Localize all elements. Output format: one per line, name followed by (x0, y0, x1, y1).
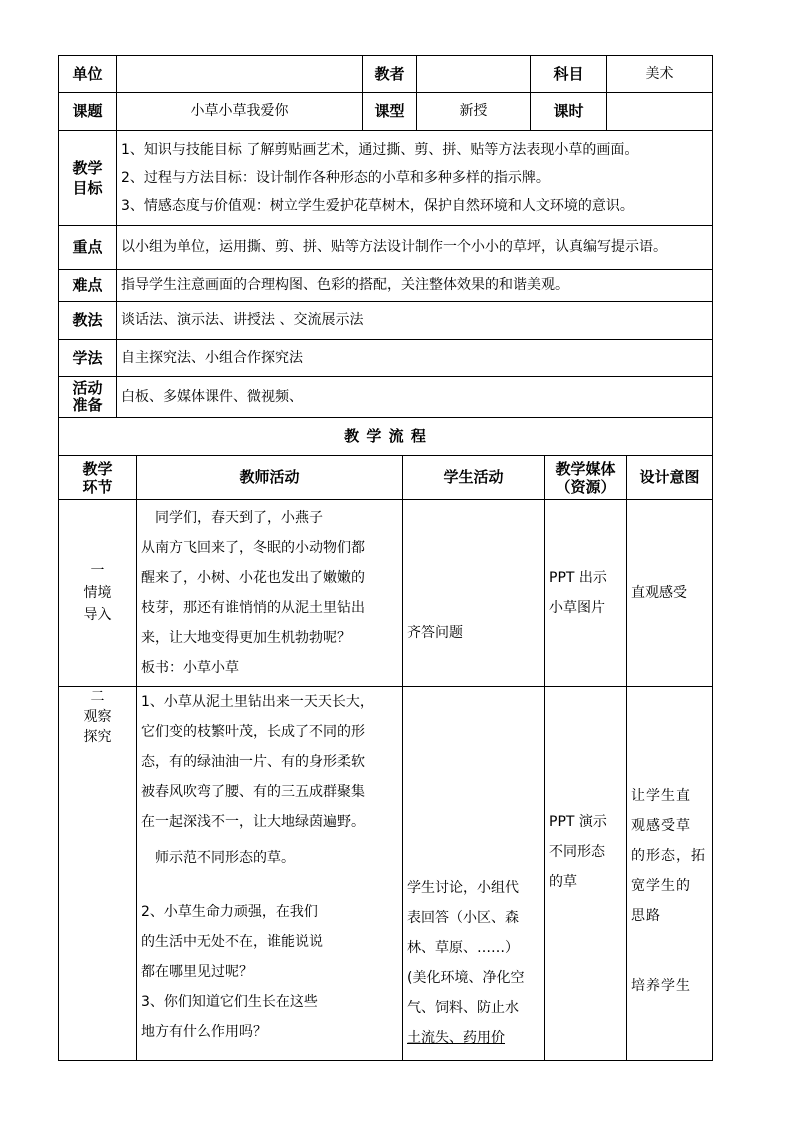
goal-item: 2、过程与方法目标：设计制作各种形态的小草和多种多样的指示牌。 (121, 170, 550, 186)
teacher-activity-line: 地方有什么作用吗？ (141, 1024, 267, 1040)
col-media-line2: （资源） (555, 477, 616, 496)
learning-method-text: 自主探究法、小组合作探究法 (117, 340, 713, 377)
intent-line: 宽学生的 (631, 878, 691, 894)
student-activity-line: 林、草原、……） (407, 940, 519, 956)
teacher-activity-line: 枝芽，那还有谁悄悄的从泥土里钻出 (141, 600, 365, 616)
teacher-activity-line: 它们变的枝繁叶茂，长成了不同的形 (141, 724, 365, 740)
teacher-activity-line: 同学们，春天到了，小燕子 (141, 510, 323, 526)
col-media (545, 456, 627, 500)
unit-value (117, 56, 363, 93)
media-line: 的草 (549, 874, 577, 890)
learning-method-label: 学法 (59, 340, 117, 377)
media-line: PPT 演示 (549, 814, 607, 830)
stage-name-line2: 探究 (83, 729, 112, 745)
teacher-activity-cell (137, 687, 403, 1061)
key-point-label: 重点 (59, 226, 117, 270)
media-line: 小草图片 (549, 600, 605, 616)
teacher-activity-line: 师示范不同形态的草。 (141, 850, 295, 866)
intent-line: 的形态，拓 (631, 848, 706, 864)
lesson-info-table (58, 55, 713, 456)
prep-label-line1: 活动 (72, 379, 103, 397)
difficulty-label: 难点 (59, 270, 117, 302)
goal-item: 3、情感态度与价值观：树立学生爱护花草树木，保护自然环境和人文环境的意识。 (121, 198, 634, 214)
media-line: PPT 出示 (549, 570, 607, 586)
goals-label-line2: 目标 (72, 179, 103, 197)
table-row (59, 500, 713, 687)
intent-text: 直观感受 (631, 584, 687, 601)
student-activity-text: 齐答问题 (407, 625, 463, 641)
col-student: 学生活动 (403, 456, 545, 500)
teaching-method-text: 谈话法、演示法、讲授法 、交流展示法 (117, 302, 713, 340)
key-point-text: 以小组为单位，运用撕、剪、拼、贴等方法设计制作一个小小的草坪，认真编写提示语。 (117, 226, 713, 270)
student-activity-line: 土流失、药用价 (407, 1030, 505, 1046)
teacher-activity-line: 从南方飞回来了，冬眠的小动物们都 (141, 540, 365, 556)
col-stage-line2: 环节 (82, 477, 113, 496)
goals-label-line1: 教学 (72, 158, 103, 177)
goal-item: 1、知识与技能目标 了解剪贴画艺术，通过撕、剪、拼、贴等方法表现小草的画面。 (121, 142, 639, 158)
teacher-activity-cell (137, 500, 403, 687)
teacher-activity-line: 1、小草从泥土里钻出来一天天长大， (141, 694, 374, 710)
stage-cell (59, 687, 137, 1061)
stage-name-line1: 情境 (83, 585, 112, 601)
topic-label: 课题 (59, 93, 117, 131)
topic-value: 小草小草我爱你 (117, 93, 363, 131)
intent-cell (627, 500, 713, 687)
teacher-activity-line: 板书：小草小草 (141, 660, 239, 676)
type-label: 课型 (363, 93, 417, 131)
intent-line: 观感受草 (631, 818, 691, 834)
student-activity-line: 表回答（小区、森 (407, 910, 519, 926)
stage-cell (59, 500, 137, 687)
prep-label-line2: 准备 (72, 396, 103, 414)
student-activity-cell (403, 687, 545, 1061)
intent-line (631, 931, 708, 971)
media-cell (545, 687, 627, 1061)
hours-label: 课时 (531, 93, 607, 131)
teacher-activity-line: 的生活中无处不在，谁能说说 (141, 934, 323, 950)
col-stage-line1: 教学 (82, 459, 113, 478)
teacher-activity-line: 态，有的绿油油一片、有的身形柔软 (141, 754, 365, 770)
subject-label: 科目 (531, 56, 607, 93)
teacher-activity-line (141, 873, 398, 897)
stage-number: 二 (90, 689, 105, 705)
intent-line: 培养学生 (631, 978, 691, 994)
goals-text (117, 131, 713, 226)
hours-value (607, 93, 713, 131)
col-stage (59, 456, 137, 500)
prep-label (59, 377, 117, 418)
teacher-activity-line: 2、小草生命力顽强，在我们 (141, 904, 318, 920)
teacher-activity-line: 3、你们知道它们生长在这些 (141, 994, 318, 1010)
col-intent: 设计意图 (627, 456, 713, 500)
stage-name-line2: 导入 (83, 607, 112, 623)
teaching-flow-table (58, 455, 713, 1061)
teacher-value (417, 56, 531, 93)
teacher-activity-line: 来，让大地变得更加生机勃勃呢？ (141, 630, 351, 646)
intent-cell (627, 687, 713, 1061)
student-activity-line: (美化环境、净化空 (407, 970, 525, 986)
media-line: 不同形态 (549, 844, 605, 860)
difficulty-text: 指导学生注意画面的合理构图、色彩的搭配，关注整体效果的和谐美观。 (117, 270, 713, 302)
intent-line: 让学生直 (631, 788, 691, 804)
stage-name-line1: 观察 (83, 709, 112, 725)
col-teacher: 教师活动 (137, 456, 403, 500)
stage-number: 一 (90, 563, 105, 579)
teacher-activity-line: 被春风吹弯了腰、有的三五成群聚集 (141, 784, 365, 800)
subject-value: 美术 (607, 56, 713, 93)
teaching-method-label: 教法 (59, 302, 117, 340)
goals-label (59, 131, 117, 226)
type-value: 新授 (417, 93, 531, 131)
col-media-line1: 教学媒体 (555, 459, 616, 478)
student-activity-line: 学生讨论，小组代 (407, 880, 519, 896)
teacher-activity-line: 醒来了，小树、小花也发出了嫩嫩的 (141, 570, 365, 586)
prep-text: 白板、多媒体课件、微视频、 (117, 377, 713, 418)
unit-label: 单位 (59, 56, 117, 93)
student-activity-cell (403, 500, 545, 687)
intent-line: 思路 (631, 908, 661, 924)
media-cell (545, 500, 627, 687)
teacher-activity-line: 在一起深浅不一，让大地绿茵遍野。 (141, 814, 365, 830)
table-row (59, 687, 713, 1061)
teacher-activity-line: 都在哪里见过呢？ (141, 964, 253, 980)
student-activity-line: 气、饲料、防止水 (407, 1000, 519, 1016)
flow-title: 教 学 流 程 (59, 418, 713, 456)
teacher-label: 教者 (363, 56, 417, 93)
